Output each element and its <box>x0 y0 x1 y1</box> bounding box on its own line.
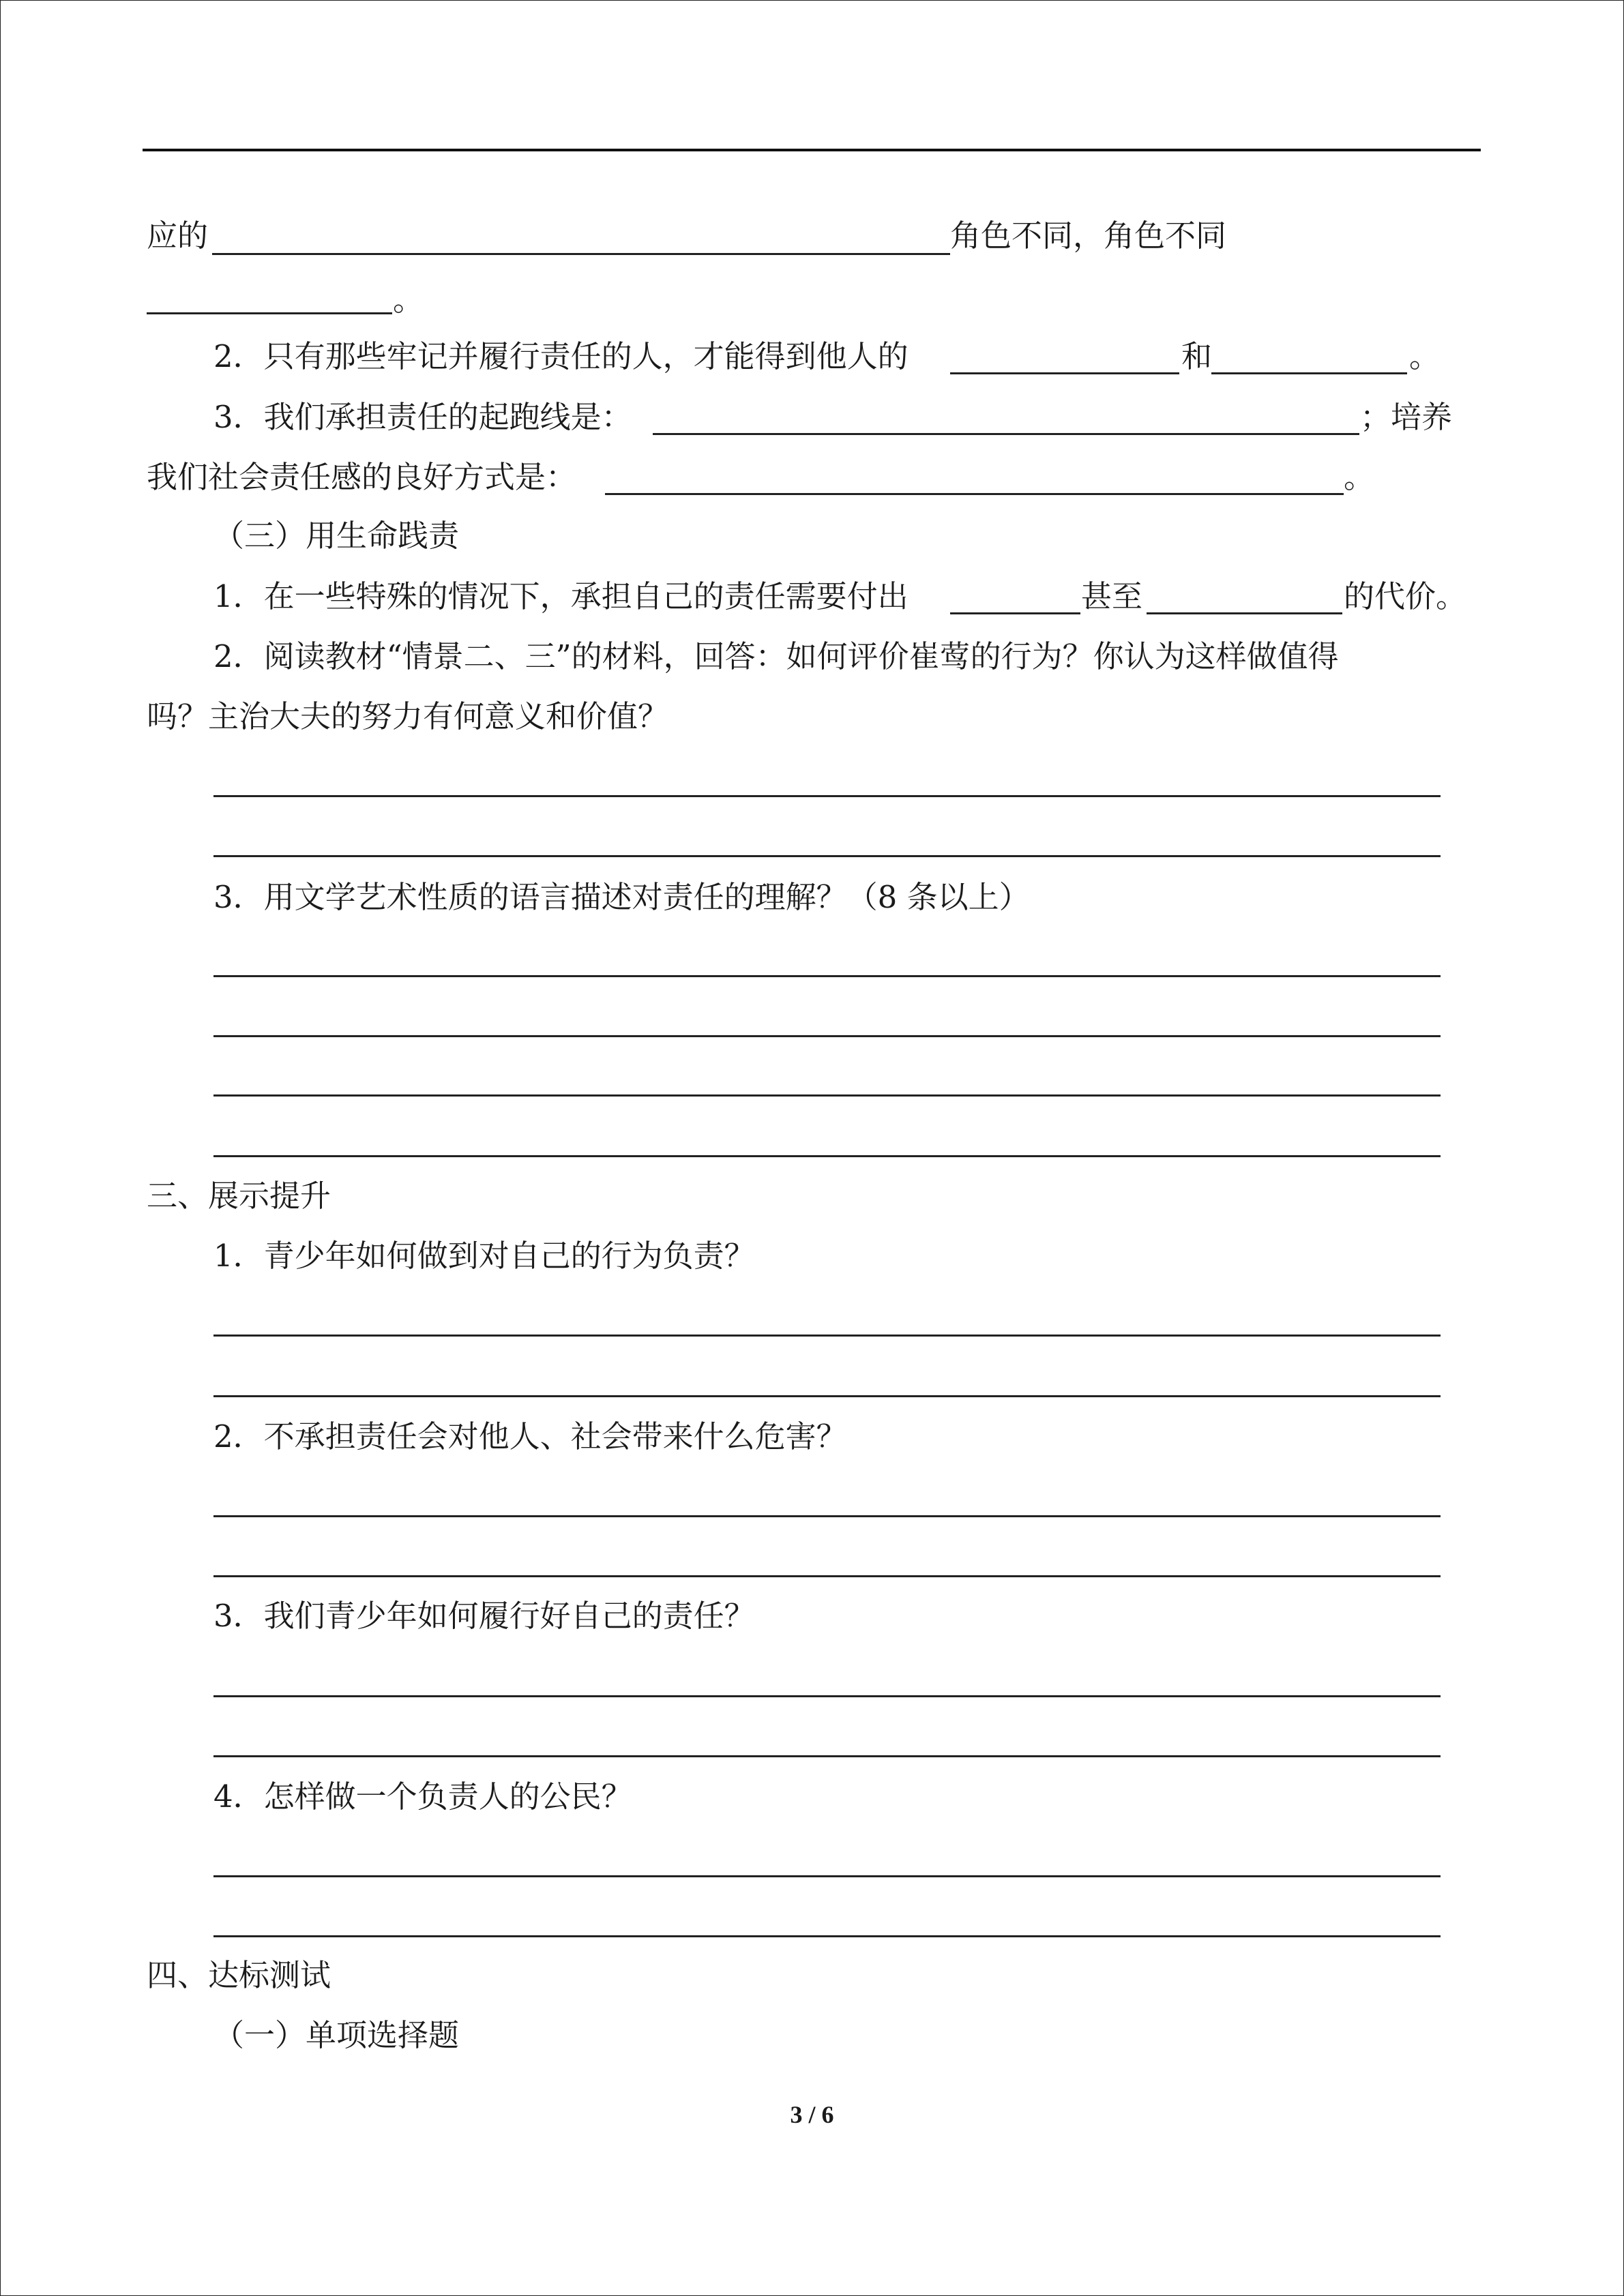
sub3-question-3: 3．用文学艺术性质的语言描述对责任的理解？（8 条以上） <box>213 879 1030 915</box>
answer-line[interactable] <box>213 1875 1441 1877</box>
fill-blank[interactable] <box>653 433 1359 435</box>
fill-blank[interactable] <box>1147 612 1342 614</box>
sub3-question-2-line2: 吗？主治大夫的努力有何意义和价值？ <box>147 698 669 734</box>
answer-line[interactable] <box>213 1515 1441 1517</box>
fill-blank[interactable] <box>1211 372 1407 374</box>
answer-line[interactable] <box>213 975 1441 977</box>
question-2-prefix: 2．只有那些牢记并履行责任的人，才能得到他人的 <box>213 338 909 374</box>
question-3-line1-suffix: ；培养 <box>1360 399 1453 435</box>
sub3-question-1-prefix: 1．在一些特殊的情况下，承担自己的责任需要付出 <box>213 578 909 614</box>
question-3-line2-prefix: 我们社会责任感的良好方式是： <box>147 459 577 495</box>
fill-blank[interactable] <box>212 253 950 255</box>
question-3-line2-suffix: 。 <box>1344 459 1375 495</box>
section3-question-3: 3．我们青少年如何履行好自己的责任？ <box>213 1598 755 1634</box>
answer-line[interactable] <box>213 795 1441 797</box>
question-2-end-punct: 。 <box>1409 338 1441 374</box>
section3-question-1: 1．青少年如何做到对自己的行为负责？ <box>213 1238 755 1274</box>
continuation-end-punct: 。 <box>393 282 424 318</box>
answer-line[interactable] <box>213 1035 1441 1037</box>
section3-question-2: 2．不承担责任会对他人、社会带来什么危害？ <box>213 1418 847 1455</box>
sub3-question-2-line1: 2．阅读教材“情景二、三”的材料，回答：如何评价崔莺的行为？你认为这样做值得 <box>213 638 1339 674</box>
fill-blank[interactable] <box>605 493 1344 495</box>
answer-line[interactable] <box>213 1395 1441 1397</box>
continuation-prefix: 应的 <box>147 218 209 254</box>
section3-question-4: 4．怎样做一个负责人的公民？ <box>213 1778 632 1815</box>
subsection-heading: （一）单项选择题 <box>213 2017 460 2053</box>
fill-blank[interactable] <box>950 372 1179 374</box>
section-heading: 三、展示提升 <box>147 1178 331 1214</box>
answer-line[interactable] <box>213 855 1441 857</box>
answer-line[interactable] <box>213 1935 1441 1937</box>
sub3-question-1-middle: 甚至 <box>1081 578 1143 614</box>
answer-line[interactable] <box>213 1755 1441 1757</box>
section-heading: 四、达标测试 <box>147 1957 331 1993</box>
answer-line[interactable] <box>213 1155 1441 1157</box>
sub3-question-1-suffix: 的代价。 <box>1344 578 1467 614</box>
answer-line[interactable] <box>213 1094 1441 1097</box>
header-rule <box>143 149 1481 151</box>
question-2-middle: 和 <box>1181 338 1213 374</box>
answer-line[interactable] <box>213 1575 1441 1577</box>
answer-line[interactable] <box>213 1695 1441 1697</box>
fill-blank[interactable] <box>950 612 1080 614</box>
fill-blank[interactable] <box>147 312 392 314</box>
continuation-middle: 角色不同，角色不同 <box>950 218 1227 254</box>
answer-line[interactable] <box>213 1335 1441 1337</box>
question-3-line1-prefix: 3．我们承担责任的起跑线是： <box>213 399 632 435</box>
subsection-heading: （三）用生命践责 <box>213 518 460 554</box>
page-number: 3 / 6 <box>790 2101 834 2128</box>
